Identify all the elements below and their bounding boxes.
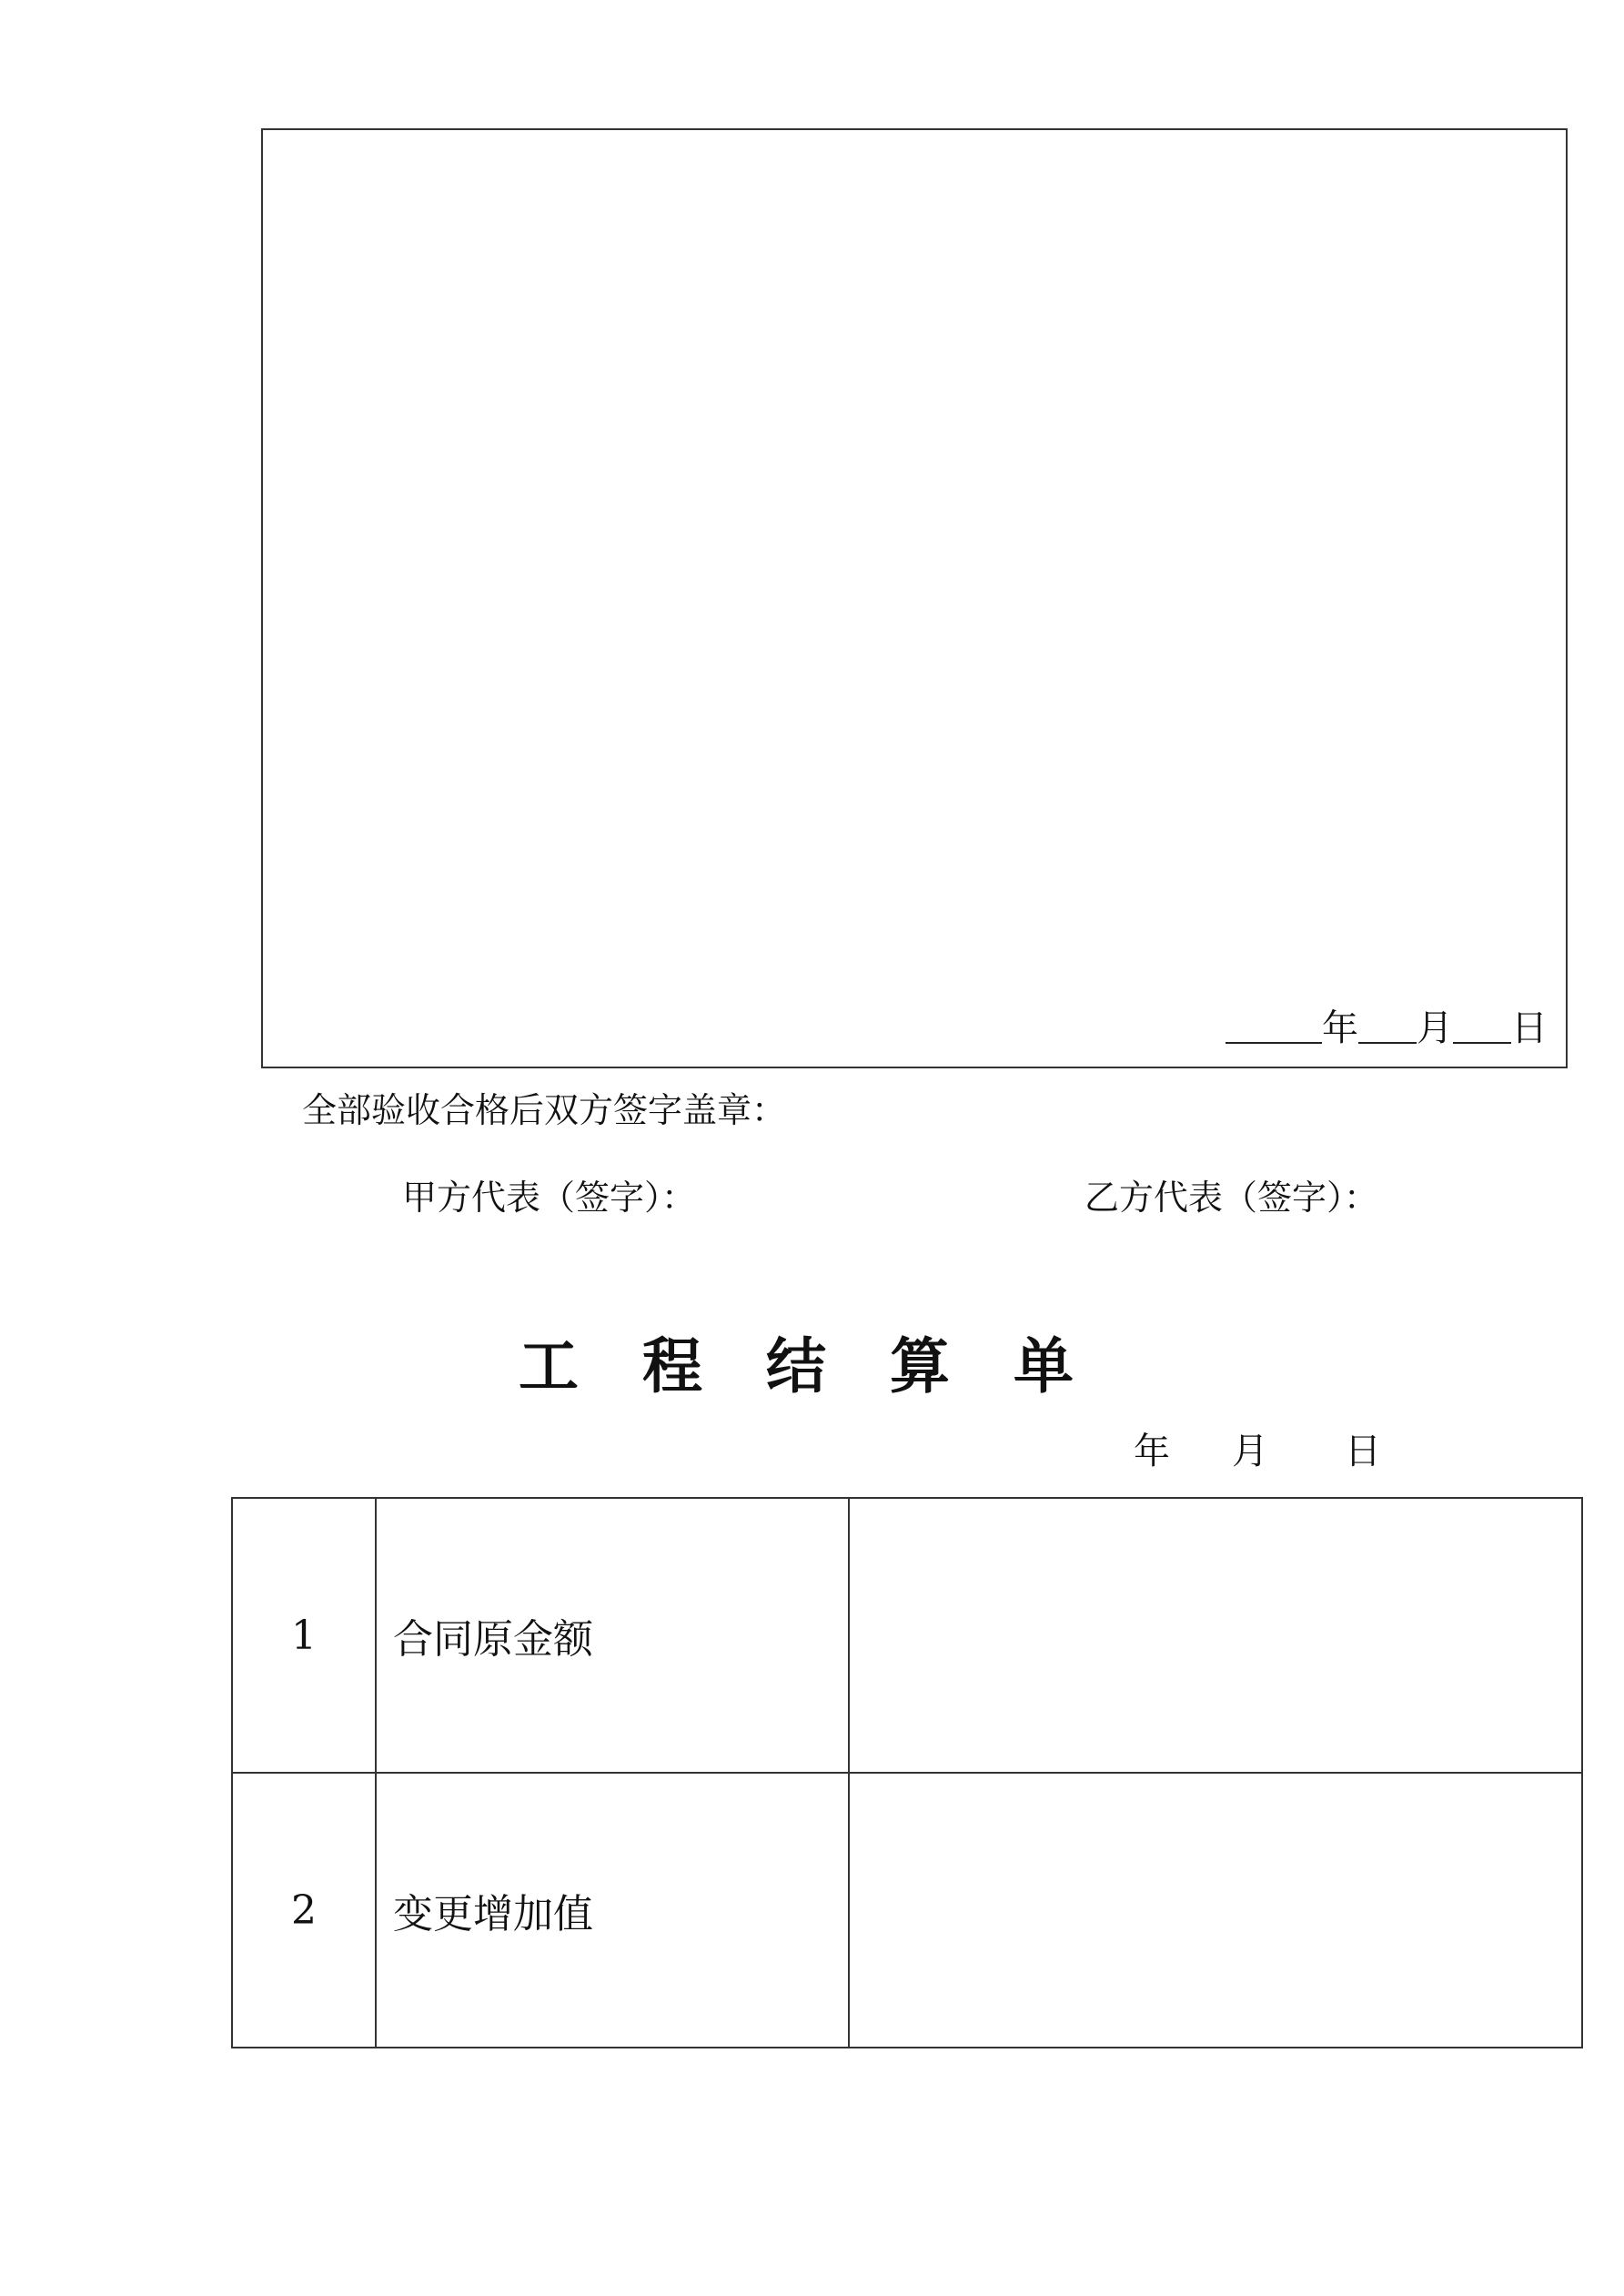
year-label: 年 [1322, 1007, 1358, 1049]
signature-instruction: 全部验收合格后双方签字盖章： [302, 1090, 787, 1130]
row-value-cell[interactable] [849, 1773, 1582, 2048]
day-label: 日 [1511, 1007, 1548, 1049]
table-row [232, 1498, 1582, 1773]
month-blank[interactable] [1358, 1007, 1417, 1044]
settlement-year-label: 年 [1134, 1431, 1170, 1472]
party-a-signature-label: 甲方代表（签字）： [402, 1178, 697, 1218]
settlement-month-label: 月 [1232, 1431, 1268, 1472]
row-number: 1 [232, 1498, 376, 1773]
settlement-table [231, 1497, 1583, 2048]
month-label: 月 [1417, 1007, 1453, 1049]
day-blank[interactable] [1453, 1007, 1511, 1044]
document-title: 工程结算单 [519, 1331, 1137, 1401]
party-b-signature-label: 乙方代表（签字）： [1084, 1178, 1379, 1218]
year-blank[interactable] [1226, 1007, 1322, 1044]
row-number: 2 [232, 1773, 376, 2048]
row-value-cell[interactable] [849, 1498, 1582, 1773]
settlement-date [1134, 1429, 1381, 1474]
inspection-record-box [261, 128, 1568, 1068]
row-item-label: 变更增加值 [376, 1773, 849, 2048]
settlement-day-label: 日 [1345, 1431, 1381, 1472]
table-row [232, 1773, 1582, 2048]
inspection-date-line [1226, 1006, 1548, 1050]
row-item-label: 合同原金额 [376, 1498, 849, 1773]
